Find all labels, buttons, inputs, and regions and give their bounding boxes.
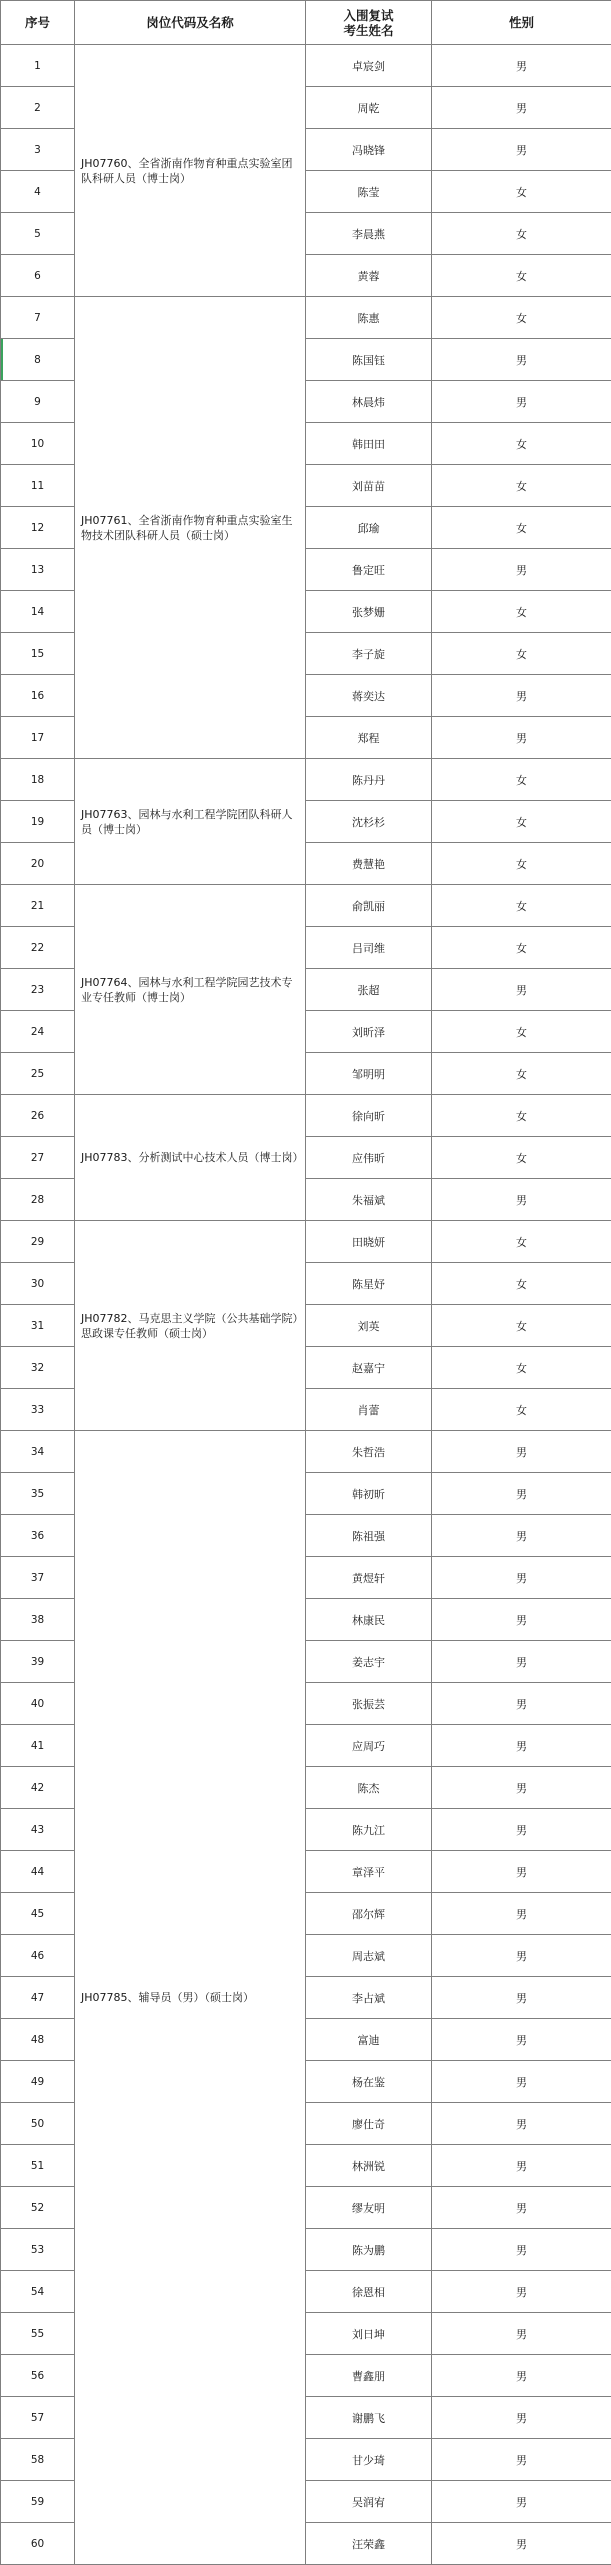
candidate-name: 周志斌 [306,1935,432,1977]
row-number: 5 [1,213,75,255]
candidate-name: 田晓妍 [306,1221,432,1263]
candidate-name: 陈丹丹 [306,759,432,801]
candidate-gender: 女 [432,801,611,843]
candidate-gender: 男 [432,2187,611,2229]
row-number: 3 [1,129,75,171]
candidate-gender: 女 [432,1137,611,1179]
candidate-name: 甘少琦 [306,2439,432,2481]
candidate-name: 杨在鉴 [306,2061,432,2103]
candidate-name: 张梦姗 [306,591,432,633]
candidate-gender: 男 [432,2271,611,2313]
candidate-gender: 男 [432,87,611,129]
row-number: 8 [1,339,75,381]
table-body [1,45,611,2565]
row-number: 7 [1,297,75,339]
candidate-name: 郑程 [306,717,432,759]
candidate-name: 陈国钰 [306,339,432,381]
position-cell: JH07763、园林与水利工程学院团队科研人员（博士岗） [75,759,306,885]
candidate-gender: 男 [432,1767,611,1809]
candidate-gender: 女 [432,1347,611,1389]
candidate-name: 陈祖强 [306,1515,432,1557]
row-number: 34 [1,1431,75,1473]
row-number: 18 [1,759,75,801]
row-number: 58 [1,2439,75,2481]
candidate-name: 黄煜轩 [306,1557,432,1599]
candidate-gender: 男 [432,1641,611,1683]
row-number: 28 [1,1179,75,1221]
row-number: 56 [1,2355,75,2397]
header-name-line2: 考生姓名 [306,23,431,38]
candidate-gender: 女 [432,1095,611,1137]
row-number: 10 [1,423,75,465]
candidate-name: 陈九江 [306,1809,432,1851]
row-number: 36 [1,1515,75,1557]
row-number: 12 [1,507,75,549]
candidate-gender: 男 [432,2145,611,2187]
candidate-name: 汪荣鑫 [306,2523,432,2565]
row-number: 25 [1,1053,75,1095]
row-number: 37 [1,1557,75,1599]
row-number: 23 [1,969,75,1011]
row-number: 11 [1,465,75,507]
candidate-gender: 女 [432,423,611,465]
candidate-name: 张振芸 [306,1683,432,1725]
candidate-gender: 男 [432,1683,611,1725]
candidate-gender: 男 [432,2397,611,2439]
candidate-name: 刘英 [306,1305,432,1347]
candidate-gender: 女 [432,759,611,801]
table-row [1,1221,611,1263]
row-number: 39 [1,1641,75,1683]
row-number: 29 [1,1221,75,1263]
candidate-name: 缪友明 [306,2187,432,2229]
row-number: 43 [1,1809,75,1851]
candidate-name: 蒋奕达 [306,675,432,717]
candidate-gender: 男 [432,129,611,171]
candidate-name: 肖蕾 [306,1389,432,1431]
candidate-name: 黄蓉 [306,255,432,297]
candidate-name: 俞凯丽 [306,885,432,927]
candidate-gender: 男 [432,1599,611,1641]
row-number: 45 [1,1893,75,1935]
candidate-gender: 男 [432,1725,611,1767]
table-row [1,45,611,87]
candidate-gender: 男 [432,2019,611,2061]
candidate-gender: 男 [432,2481,611,2523]
candidate-gender: 男 [432,2103,611,2145]
candidate-gender: 男 [432,1473,611,1515]
position-cell: JH07764、园林与水利工程学院园艺技术专业专任教师（博士岗） [75,885,306,1095]
candidate-name: 李子旋 [306,633,432,675]
candidate-name: 应伟昕 [306,1137,432,1179]
candidate-name: 赵嘉宁 [306,1347,432,1389]
candidate-gender: 男 [432,717,611,759]
candidate-name: 富迪 [306,2019,432,2061]
candidate-gender: 男 [432,2313,611,2355]
row-number: 53 [1,2229,75,2271]
candidate-gender: 男 [432,1977,611,2019]
candidate-gender: 男 [432,2355,611,2397]
candidate-gender: 女 [432,591,611,633]
table-row [1,759,611,801]
row-number: 40 [1,1683,75,1725]
candidate-name: 朱哲浩 [306,1431,432,1473]
row-number: 55 [1,2313,75,2355]
candidate-gender: 男 [432,1515,611,1557]
candidate-name: 刘苗苗 [306,465,432,507]
candidate-gender: 男 [432,1179,611,1221]
header-name-line1: 入围复试 [306,8,431,23]
row-number: 19 [1,801,75,843]
row-number: 44 [1,1851,75,1893]
position-cell: JH07760、全省浙南作物育种重点实验室团队科研人员（博士岗） [75,45,306,297]
candidate-gender: 女 [432,297,611,339]
header-gender: 性别 [432,1,611,45]
row-number: 24 [1,1011,75,1053]
table-row [1,1431,611,1473]
candidate-gender: 女 [432,507,611,549]
candidate-gender: 女 [432,1011,611,1053]
position-cell: JH07761、全省浙南作物育种重点实验室生物技术团队科研人员（硕士岗） [75,297,306,759]
row-number: 33 [1,1389,75,1431]
row-number: 4 [1,171,75,213]
candidate-name: 韩初昕 [306,1473,432,1515]
candidate-name: 陈星妤 [306,1263,432,1305]
candidate-name: 林康民 [306,1599,432,1641]
candidate-name: 姜志宇 [306,1641,432,1683]
candidate-gender: 女 [432,465,611,507]
candidate-name: 邱瑜 [306,507,432,549]
candidate-gender: 男 [432,1935,611,1977]
table-row [1,885,611,927]
position-cell: JH07785、辅导员（男）（硕士岗） [75,1431,306,2565]
row-number: 47 [1,1977,75,2019]
row-number: 2 [1,87,75,129]
header-name [306,1,432,45]
row-number: 50 [1,2103,75,2145]
row-number: 13 [1,549,75,591]
candidate-gender: 女 [432,1305,611,1347]
candidate-name: 陈杰 [306,1767,432,1809]
candidate-name: 周乾 [306,87,432,129]
candidate-name: 章泽平 [306,1851,432,1893]
candidate-name: 徐恩相 [306,2271,432,2313]
position-cell: JH07782、马克思主义学院（公共基础学院）思政课专任教师（硕士岗） [75,1221,306,1431]
candidate-name: 林洲锐 [306,2145,432,2187]
row-number: 30 [1,1263,75,1305]
candidate-gender: 男 [432,1851,611,1893]
candidate-gender: 男 [432,1893,611,1935]
candidate-gender: 男 [432,549,611,591]
candidate-name: 李占斌 [306,1977,432,2019]
candidate-name: 吕司维 [306,927,432,969]
row-number: 42 [1,1767,75,1809]
candidate-gender: 女 [432,1053,611,1095]
candidate-name: 刘昕泽 [306,1011,432,1053]
candidate-gender: 女 [432,1263,611,1305]
candidate-name: 邵尔辉 [306,1893,432,1935]
candidate-name: 吴润宥 [306,2481,432,2523]
row-number: 31 [1,1305,75,1347]
candidate-gender: 女 [432,171,611,213]
header-no: 序号 [1,1,75,45]
candidate-name: 曹鑫朋 [306,2355,432,2397]
candidate-name: 李晨燕 [306,213,432,255]
row-number: 27 [1,1137,75,1179]
table-row [1,1095,611,1137]
candidate-gender: 男 [432,969,611,1011]
row-number: 32 [1,1347,75,1389]
candidate-gender: 男 [432,1809,611,1851]
candidate-gender: 女 [432,255,611,297]
candidate-gender: 男 [432,45,611,87]
candidate-name: 陈惠 [306,297,432,339]
row-number: 57 [1,2397,75,2439]
candidate-gender: 男 [432,1431,611,1473]
row-number: 17 [1,717,75,759]
candidate-gender: 女 [432,633,611,675]
row-number: 52 [1,2187,75,2229]
table-header-row [1,1,611,45]
row-number: 21 [1,885,75,927]
candidate-name: 刘日坤 [306,2313,432,2355]
candidate-name: 张超 [306,969,432,1011]
row-number: 51 [1,2145,75,2187]
candidate-name: 鲁定旺 [306,549,432,591]
candidate-name: 谢鹏飞 [306,2397,432,2439]
candidate-gender: 男 [432,675,611,717]
candidate-gender: 男 [432,381,611,423]
candidate-name: 陈为鹏 [306,2229,432,2271]
row-number: 6 [1,255,75,297]
candidate-gender: 男 [432,2523,611,2565]
row-number: 60 [1,2523,75,2565]
candidate-name: 陈莹 [306,171,432,213]
candidate-name: 徐向昕 [306,1095,432,1137]
candidate-name: 沈杉杉 [306,801,432,843]
candidate-gender: 女 [432,1221,611,1263]
candidate-name: 林晨炜 [306,381,432,423]
candidate-name: 朱福斌 [306,1179,432,1221]
row-number: 49 [1,2061,75,2103]
candidate-gender: 男 [432,339,611,381]
candidate-name: 廖仕奇 [306,2103,432,2145]
candidate-name: 邹明明 [306,1053,432,1095]
row-number: 14 [1,591,75,633]
candidate-gender: 男 [432,2061,611,2103]
row-number: 26 [1,1095,75,1137]
candidate-name: 卓宸剑 [306,45,432,87]
candidate-name: 韩田田 [306,423,432,465]
candidate-gender: 女 [432,213,611,255]
candidate-gender: 女 [432,885,611,927]
candidate-gender: 女 [432,843,611,885]
candidate-gender: 男 [432,2229,611,2271]
candidate-gender: 女 [432,927,611,969]
row-number: 16 [1,675,75,717]
row-number: 46 [1,1935,75,1977]
row-number: 22 [1,927,75,969]
candidate-name: 费慧艳 [306,843,432,885]
table-row [1,297,611,339]
row-number: 48 [1,2019,75,2061]
row-number: 59 [1,2481,75,2523]
row-number: 41 [1,1725,75,1767]
candidate-gender: 男 [432,1557,611,1599]
candidate-gender: 女 [432,1389,611,1431]
row-number: 15 [1,633,75,675]
row-number: 35 [1,1473,75,1515]
header-position: 岗位代码及名称 [75,1,306,45]
row-number: 38 [1,1599,75,1641]
candidate-gender: 男 [432,2439,611,2481]
candidate-name: 应周巧 [306,1725,432,1767]
row-number: 1 [1,45,75,87]
row-number: 54 [1,2271,75,2313]
row-number: 20 [1,843,75,885]
candidate-name: 冯晓锋 [306,129,432,171]
position-cell: JH07783、分析测试中心技术人员（博士岗） [75,1095,306,1221]
row-number: 9 [1,381,75,423]
